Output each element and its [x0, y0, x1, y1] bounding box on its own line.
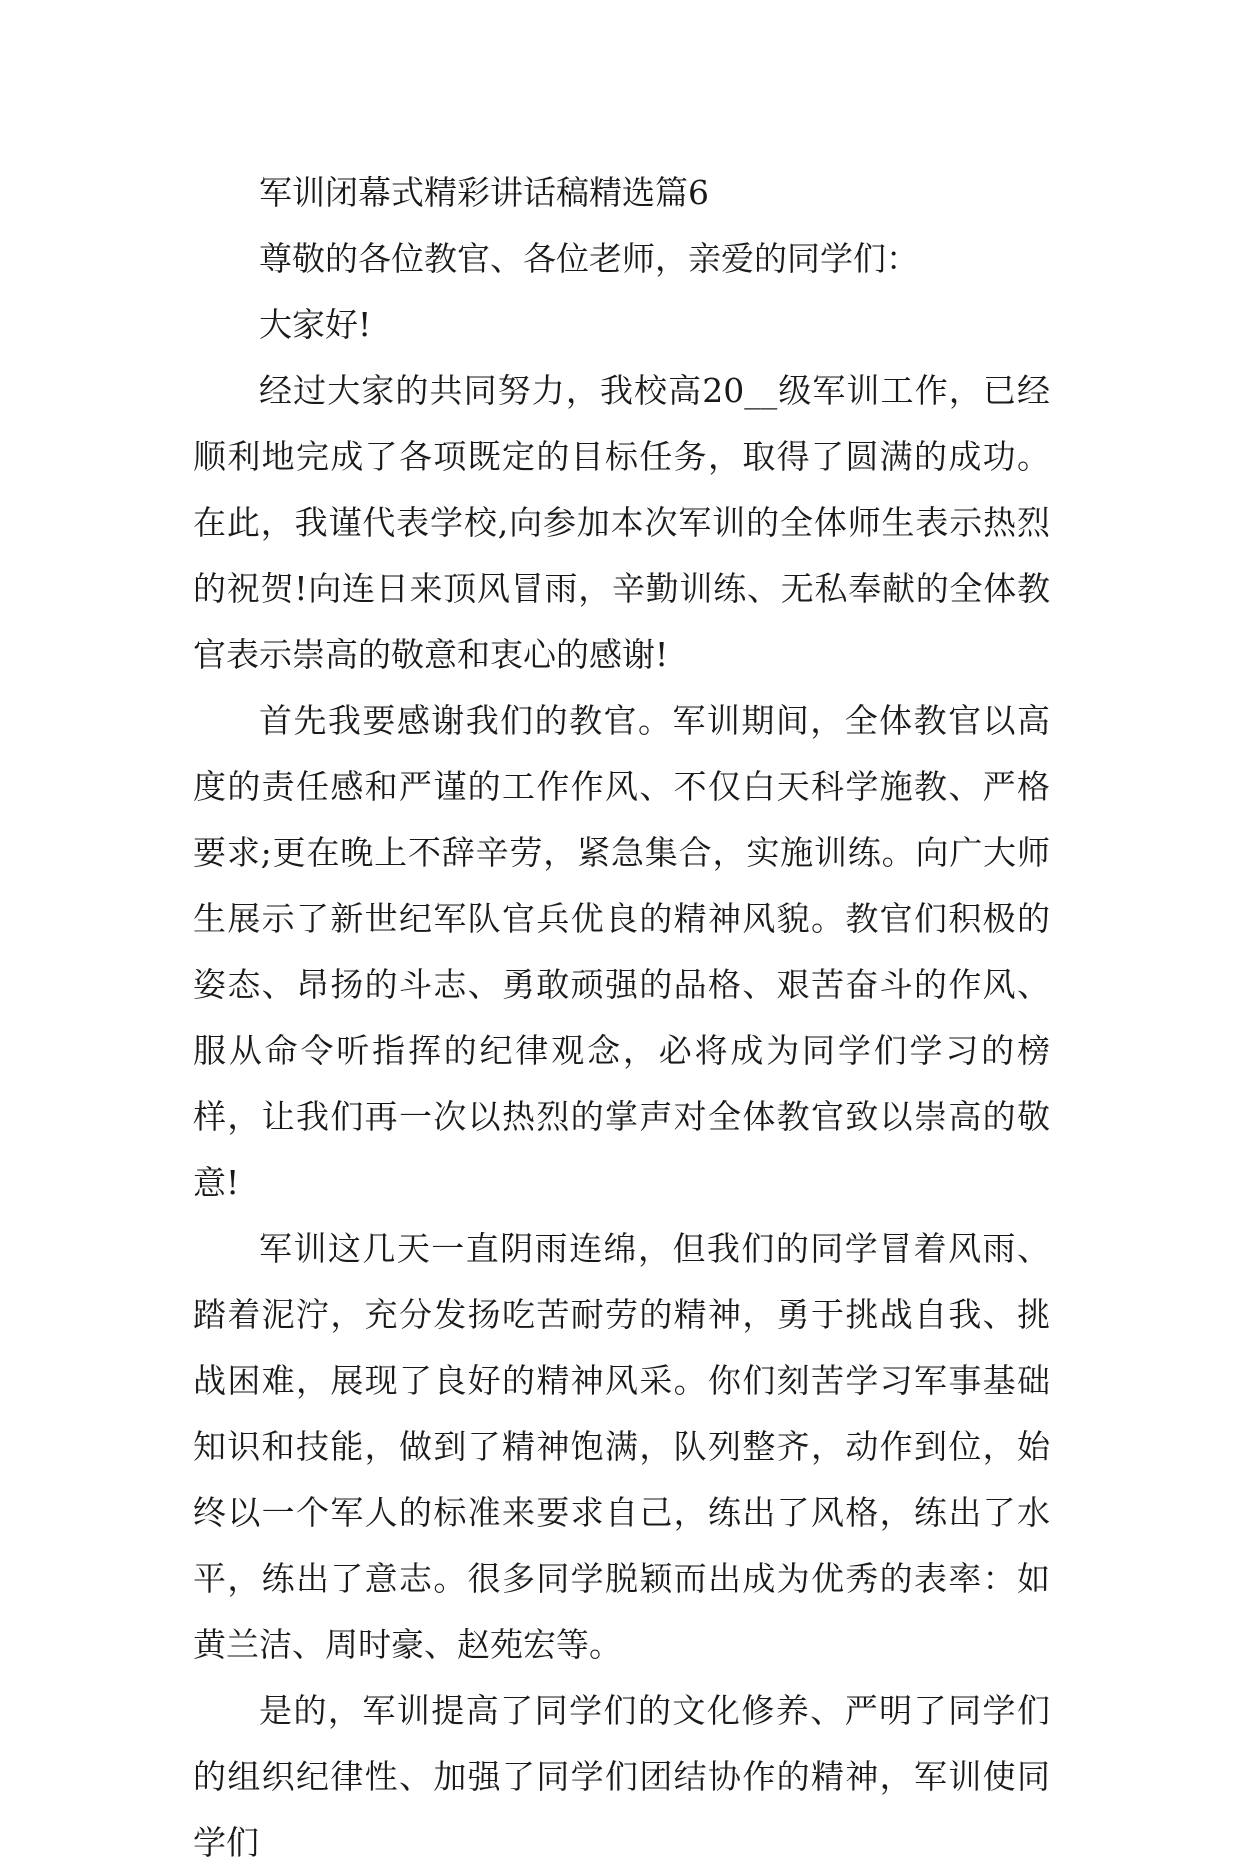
paragraph: 经过大家的共同努力，我校高20__级军训工作，已经顺利地完成了各项既定的目标任务，取得了圆满的成功。在此，我谨代表学校,向参加本次军训的全体师生表示热烈的祝贺!向连日来顶风冒雨，辛勤训练、无私奉献的全体教官表示崇高的敬意和衷心的感谢! [193, 371, 1050, 674]
document-body [193, 160, 1050, 1876]
document-title: 军训闭幕式精彩讲话稿精选篇6 [259, 173, 709, 212]
paragraph: 军训这几天一直阴雨连绵，但我们的同学冒着风雨、踏着泥泞，充分发扬吃苦耐劳的精神，勇于挑战自我、挑战困难，展现了良好的精神风采。你们刻苦学习军事基础知识和技能，做到了精神饱满，队列整齐，动作到位，始终以一个军人的标准来要求自己，练出了风格，练出了水平，练出了意志。很多同学脱颖而出成为优秀的表率：如黄兰洁、周时豪、赵苑宏等。 [193, 1229, 1050, 1664]
paragraph: 是的，军训提高了同学们的文化修养、严明了同学们的组织纪律性、加强了同学们团结协作的精神，军训使同学们 [193, 1691, 1050, 1862]
greeting: 大家好! [259, 305, 372, 344]
paragraph: 首先我要感谢我们的教官。军训期间，全体教官以高度的责任感和严谨的工作作风、不仅白天科学施教、严格要求;更在晚上不辞辛劳，紧急集合，实施训练。向广大师生展示了新世纪军队官兵优良的精神风貌。教官们积极的姿态、昂扬的斗志、勇敢顽强的品格、艰苦奋斗的作风、服从命令听指挥的纪律观念，必将成为同学们学习的榜样，让我们再一次以热烈的掌声对全体教官致以崇高的敬意! [193, 701, 1050, 1202]
salutation: 尊敬的各位教官、各位老师，亲爱的同学们： [259, 239, 919, 278]
